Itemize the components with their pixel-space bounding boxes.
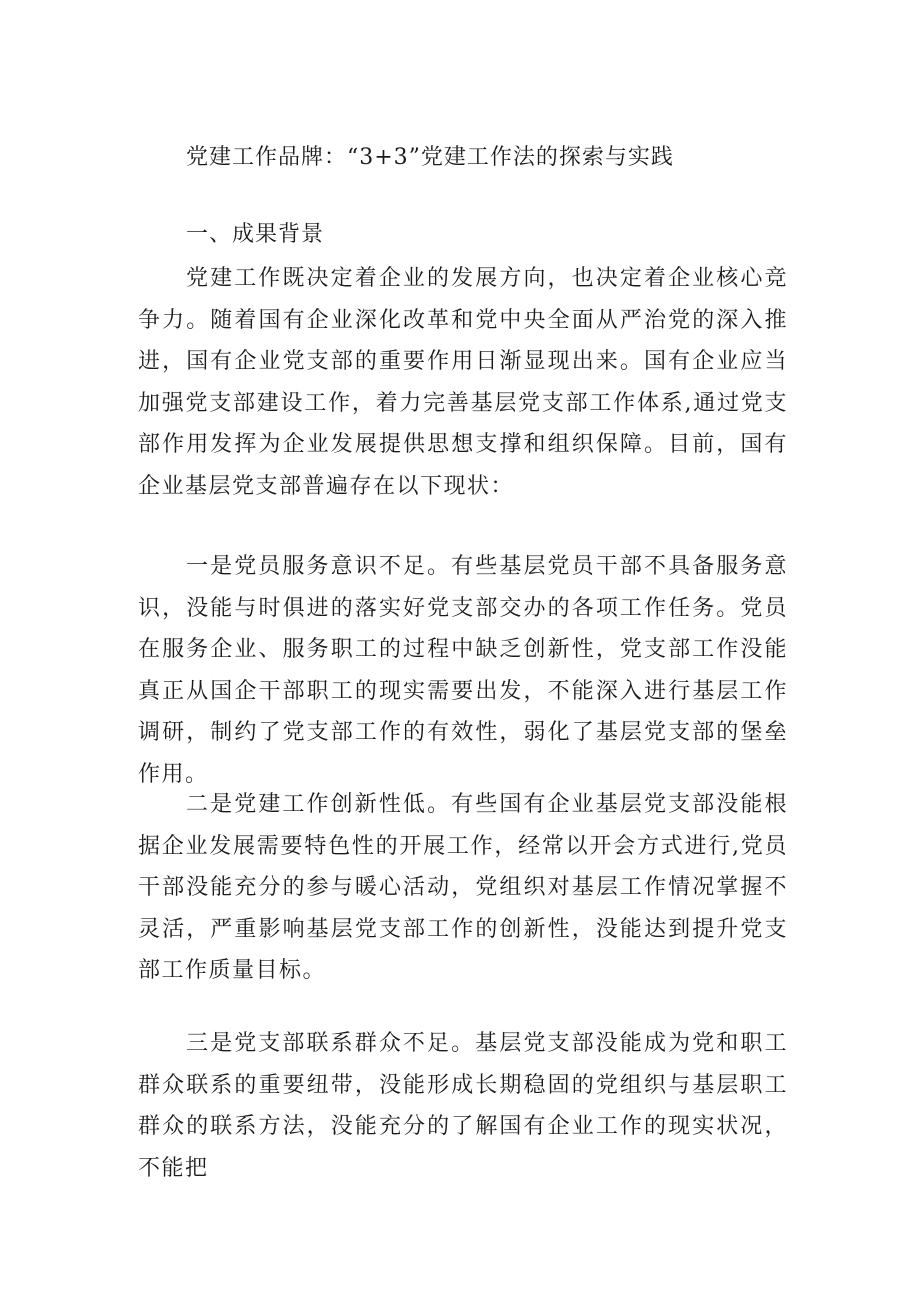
paragraph-issue-one: 一是党员服务意识不足。有些基层党员干部不具备服务意识，没能与时俱进的落实好党支部交办的各项工作任务。党员在服务企业、服务职工的过程中缺乏创新性，党支部工作没能真正从国企干部职工的现实需要出发，不能深入进行基层工作调研，制约了党支部工作的有效性，弱化了基层党支部的堡垒作用。 [138, 554, 788, 787]
paragraph-issue-three: 三是党支部联系群众不足。基层党支部没能成为党和职工群众联系的重要纽带，没能形成长期稳固的党组织与基层职工群众的联系方法，没能充分的了解国有企业工作的现实状况，不能把 [138, 1031, 788, 1181]
paragraph-background: 党建工作既决定着企业的发展方向，也决定着企业核心竞争力。随着国有企业深化改革和党中央全面从严治党的深入推进，国有企业党支部的重要作用日渐显现出来。国有企业应当加强党支部建设工作，着力完善基层党支部工作体系,通过党支部作用发挥为企业发展提供思想支撑和组织保障。目前，国有企业基层党支部普遍存在以下现状： [138, 266, 788, 499]
document-title: 党建工作品牌：“3+3”党建工作法的探索与实践 [186, 145, 674, 170]
section-heading: 一、成果背景 [186, 222, 325, 247]
paragraph-issue-two: 二是党建工作创新性低。有些国有企业基层党支部没能根据企业发展需要特色性的开展工作，经常以开会方式进行,党员干部没能充分的参与暖心活动，党组织对基层工作情况掌握不灵活，严重影响基层党支部工作的创新性，没能达到提升党支部工作质量目标。 [138, 792, 788, 983]
